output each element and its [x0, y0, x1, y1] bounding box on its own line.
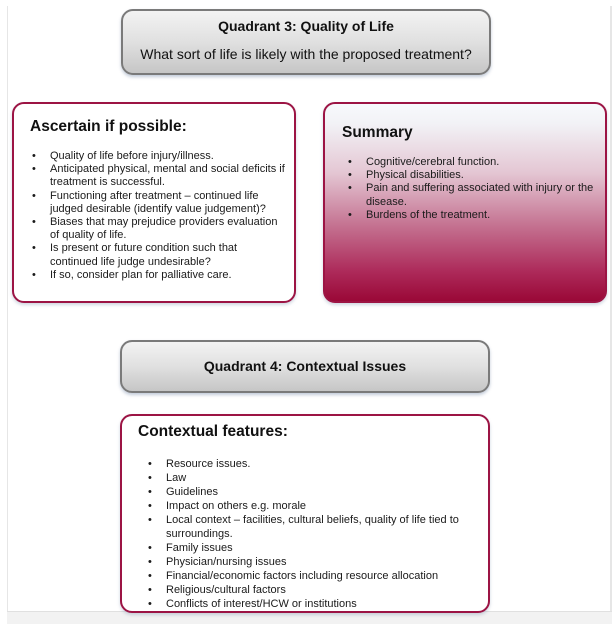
quadrant3-question: What sort of life is likely with the proposed treatment?: [140, 46, 472, 62]
list-item: • Local context – facilities, cultural beliefs, quality of life tied to surroundings.: [140, 513, 480, 541]
contextual-box: [120, 414, 490, 613]
list-item: • Impact on others e.g. morale: [140, 499, 480, 513]
list-item: • Anticipated physical, mental and social deficits if treatment is successful.: [24, 163, 286, 189]
page-frame-left: [7, 6, 8, 611]
quadrant4-header-box: [120, 340, 490, 393]
list-item: • Law: [140, 471, 480, 485]
page-frame-right: [610, 6, 612, 611]
quadrant4-title: Quadrant 4: Contextual Issues: [203, 358, 407, 374]
summary-list: [340, 156, 597, 222]
quadrant3-title: Quadrant 3: Quality of Life: [218, 18, 394, 34]
ascertain-heading: Ascertain if possible:: [30, 118, 187, 135]
ascertain-list: [24, 150, 286, 282]
list-item: • Functioning after treatment – continued life judged desirable (identify value judgement)?: [24, 190, 286, 216]
list-item: • Guidelines: [140, 485, 480, 499]
list-item: • Pain and suffering associated with injury or the disease.: [340, 182, 597, 208]
list-item: • Burdens of the treatment.: [340, 209, 597, 222]
list-item: • If so, consider plan for palliative care.: [24, 269, 286, 282]
list-item: • Is present or future condition such that continued life judge undesirable?: [24, 242, 286, 268]
summary-heading: Summary: [342, 124, 413, 141]
list-item: • Cognitive/cerebral function.: [340, 156, 597, 169]
list-item: • Quality of life before injury/illness.: [24, 150, 286, 163]
list-item: • Physician/nursing issues: [140, 555, 480, 569]
list-item: • Financial/economic factors including resource allocation: [140, 569, 480, 583]
quadrant3-header-box: [121, 9, 491, 75]
ascertain-box: [12, 102, 296, 303]
list-item: • Biases that may prejudice providers evaluation of quality of life.: [24, 216, 286, 242]
list-item: • Resource issues.: [140, 457, 480, 471]
contextual-list: [140, 457, 480, 611]
list-item: • Religious/cultural factors: [140, 583, 480, 597]
list-item: • Conflicts of interest/HCW or institutions: [140, 597, 480, 611]
list-item: • Physical disabilities.: [340, 169, 597, 182]
summary-box: [323, 102, 607, 303]
list-item: • Family issues: [140, 541, 480, 555]
contextual-heading: Contextual features:: [138, 423, 288, 440]
